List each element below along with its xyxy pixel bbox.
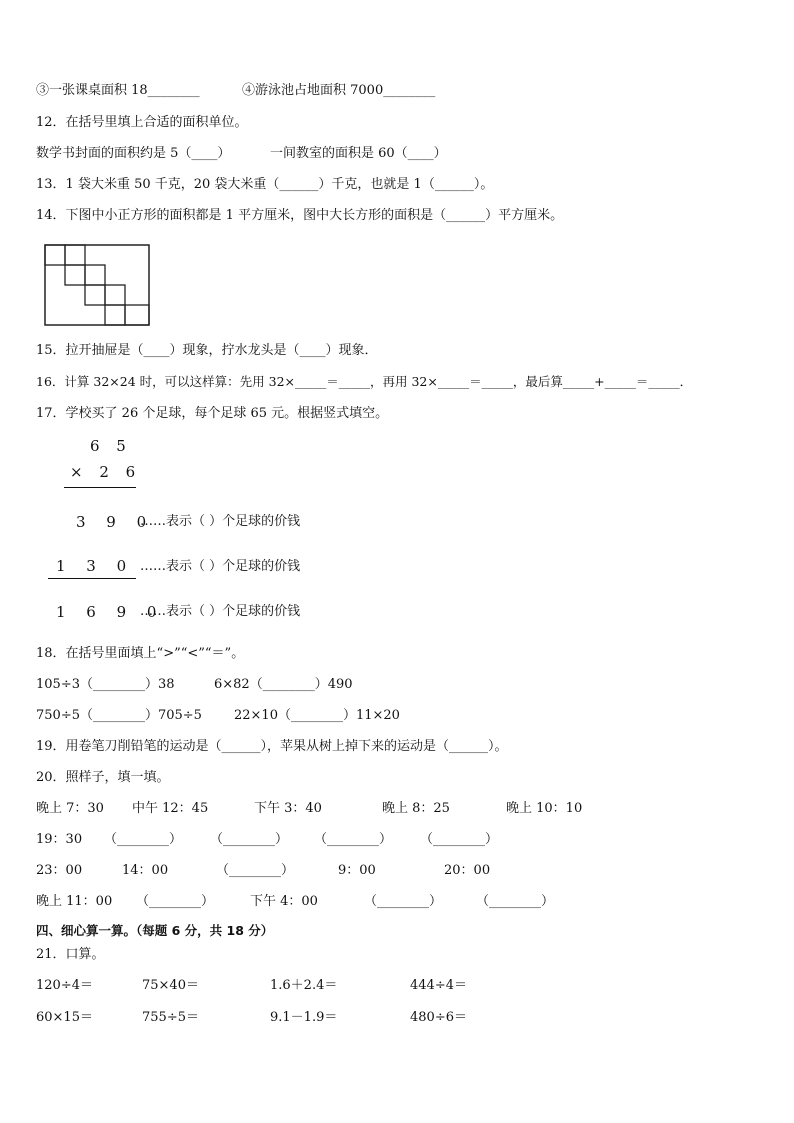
q13: 13．1 袋大米重 50 千克，20 袋大米重（______）千克，也就是 1（______）。	[36, 177, 494, 192]
q20-r3-c5: 20：00	[444, 863, 491, 878]
partial-product-2: 1 3 0	[56, 557, 135, 575]
q20-r2-c2: （________）	[104, 832, 183, 847]
partial-product-1-desc: ……表示（ ）个足球的价钱	[140, 514, 301, 529]
q18-title: 18．在括号里面填上“>”“<”“＝”。	[36, 646, 245, 661]
mult-line	[64, 487, 136, 488]
q20-r2-c3: （________）	[210, 832, 289, 847]
q20-r1-c2: 中午 12：45	[132, 801, 209, 816]
q19: 19．用卷笔刀削铅笔的运动是（______），苹果从树上掉下来的运动是（______）。	[36, 739, 508, 754]
q21-r2-c4: 480÷6＝	[410, 1010, 467, 1025]
q21-r1-c1: 120÷4＝	[36, 978, 93, 993]
q21-r1-c3: 1.6＋2.4＝	[270, 978, 338, 993]
q16: 16．计算 32×24 时，可以这样算：先用 32×_____＝_____，再用 32×_____＝_____，最后算_____+_____＝_____．	[36, 374, 693, 389]
q21-r1-c2: 75×40＝	[142, 978, 199, 993]
q20-r4-c2: （________）	[136, 894, 215, 909]
q18-r1-b: 6×82（________）490	[214, 677, 353, 692]
product-total-desc: ……表示（ ）个足球的价钱	[140, 604, 301, 619]
item-4: ④游泳池占地面积 7000________	[242, 83, 436, 98]
q21-r2-c3: 9.1－1.9＝	[270, 1010, 338, 1025]
item-3: ③一张课桌面积 18________	[36, 83, 200, 98]
multiplicand: 6 5	[90, 437, 132, 455]
q20-r3-c4: 9：00	[338, 863, 376, 878]
q20-r3-c3: （________）	[216, 863, 295, 878]
q20-r3-c1: 23：00	[36, 863, 83, 878]
q20-r1-c3: 下午 3：40	[254, 801, 322, 816]
q12-title: 12．在括号里填上合适的面积单位。	[36, 115, 248, 130]
q20-r1-c5: 晚上 10：10	[506, 801, 583, 816]
q21-r1-c4: 444÷4＝	[410, 978, 467, 993]
partial-product-2-desc: ……表示（ ）个足球的价钱	[140, 559, 301, 574]
rectangle-figure	[44, 244, 150, 326]
q21-title: 21．口算。	[36, 947, 105, 962]
sum-line	[48, 578, 136, 579]
q20-r4-c4: （________）	[364, 894, 443, 909]
q14: 14．下图中小正方形的面积都是 1 平方厘米，图中大长方形的面积是（______）平方厘米。	[36, 208, 564, 223]
q21-r2-c1: 60×15＝	[36, 1010, 93, 1025]
partial-product-1: 3 9 0	[76, 513, 155, 531]
q21-r2-c2: 755÷5＝	[142, 1010, 199, 1025]
q20-r4-c1: 晚上 11：00	[36, 894, 113, 909]
section-4-heading: 四、细心算一算。（每题 6 分，共 18 分）	[36, 923, 274, 938]
staircase-squares-diagram	[44, 244, 150, 326]
q18-r2-a: 750÷5（________）705÷5	[36, 708, 202, 723]
q20-r3-c2: 14：00	[122, 863, 169, 878]
q20-r1-c1: 晚上 7：30	[36, 801, 104, 816]
q17-title: 17．学校买了 26 个足球，每个足球 65 元。根据竖式填空。	[36, 406, 389, 421]
q20-r2-c4: （________）	[314, 832, 393, 847]
q18-r2-b: 22×10（________）11×20	[234, 708, 400, 723]
q12-b: 一间教室的面积是 60（____）	[270, 146, 447, 161]
multiplier: × 2 6	[70, 463, 142, 481]
q20-r4-c3: 下午 4：00	[250, 894, 318, 909]
q18-r1-a: 105÷3（________）38	[36, 677, 175, 692]
q20-r4-c5: （________）	[476, 894, 555, 909]
q15: 15．拉开抽屉是（____）现象，拧水龙头是（____）现象．	[36, 343, 378, 358]
q20-r2-c5: （________）	[420, 832, 499, 847]
q20-title: 20．照样子，填一填。	[36, 770, 170, 785]
product-total: 1 6 9 0	[56, 603, 165, 621]
q20-r1-c4: 晚上 8：25	[382, 801, 450, 816]
q12-a: 数学书封面的面积约是 5（____）	[36, 146, 231, 161]
q20-r2-c1: 19：30	[36, 832, 83, 847]
